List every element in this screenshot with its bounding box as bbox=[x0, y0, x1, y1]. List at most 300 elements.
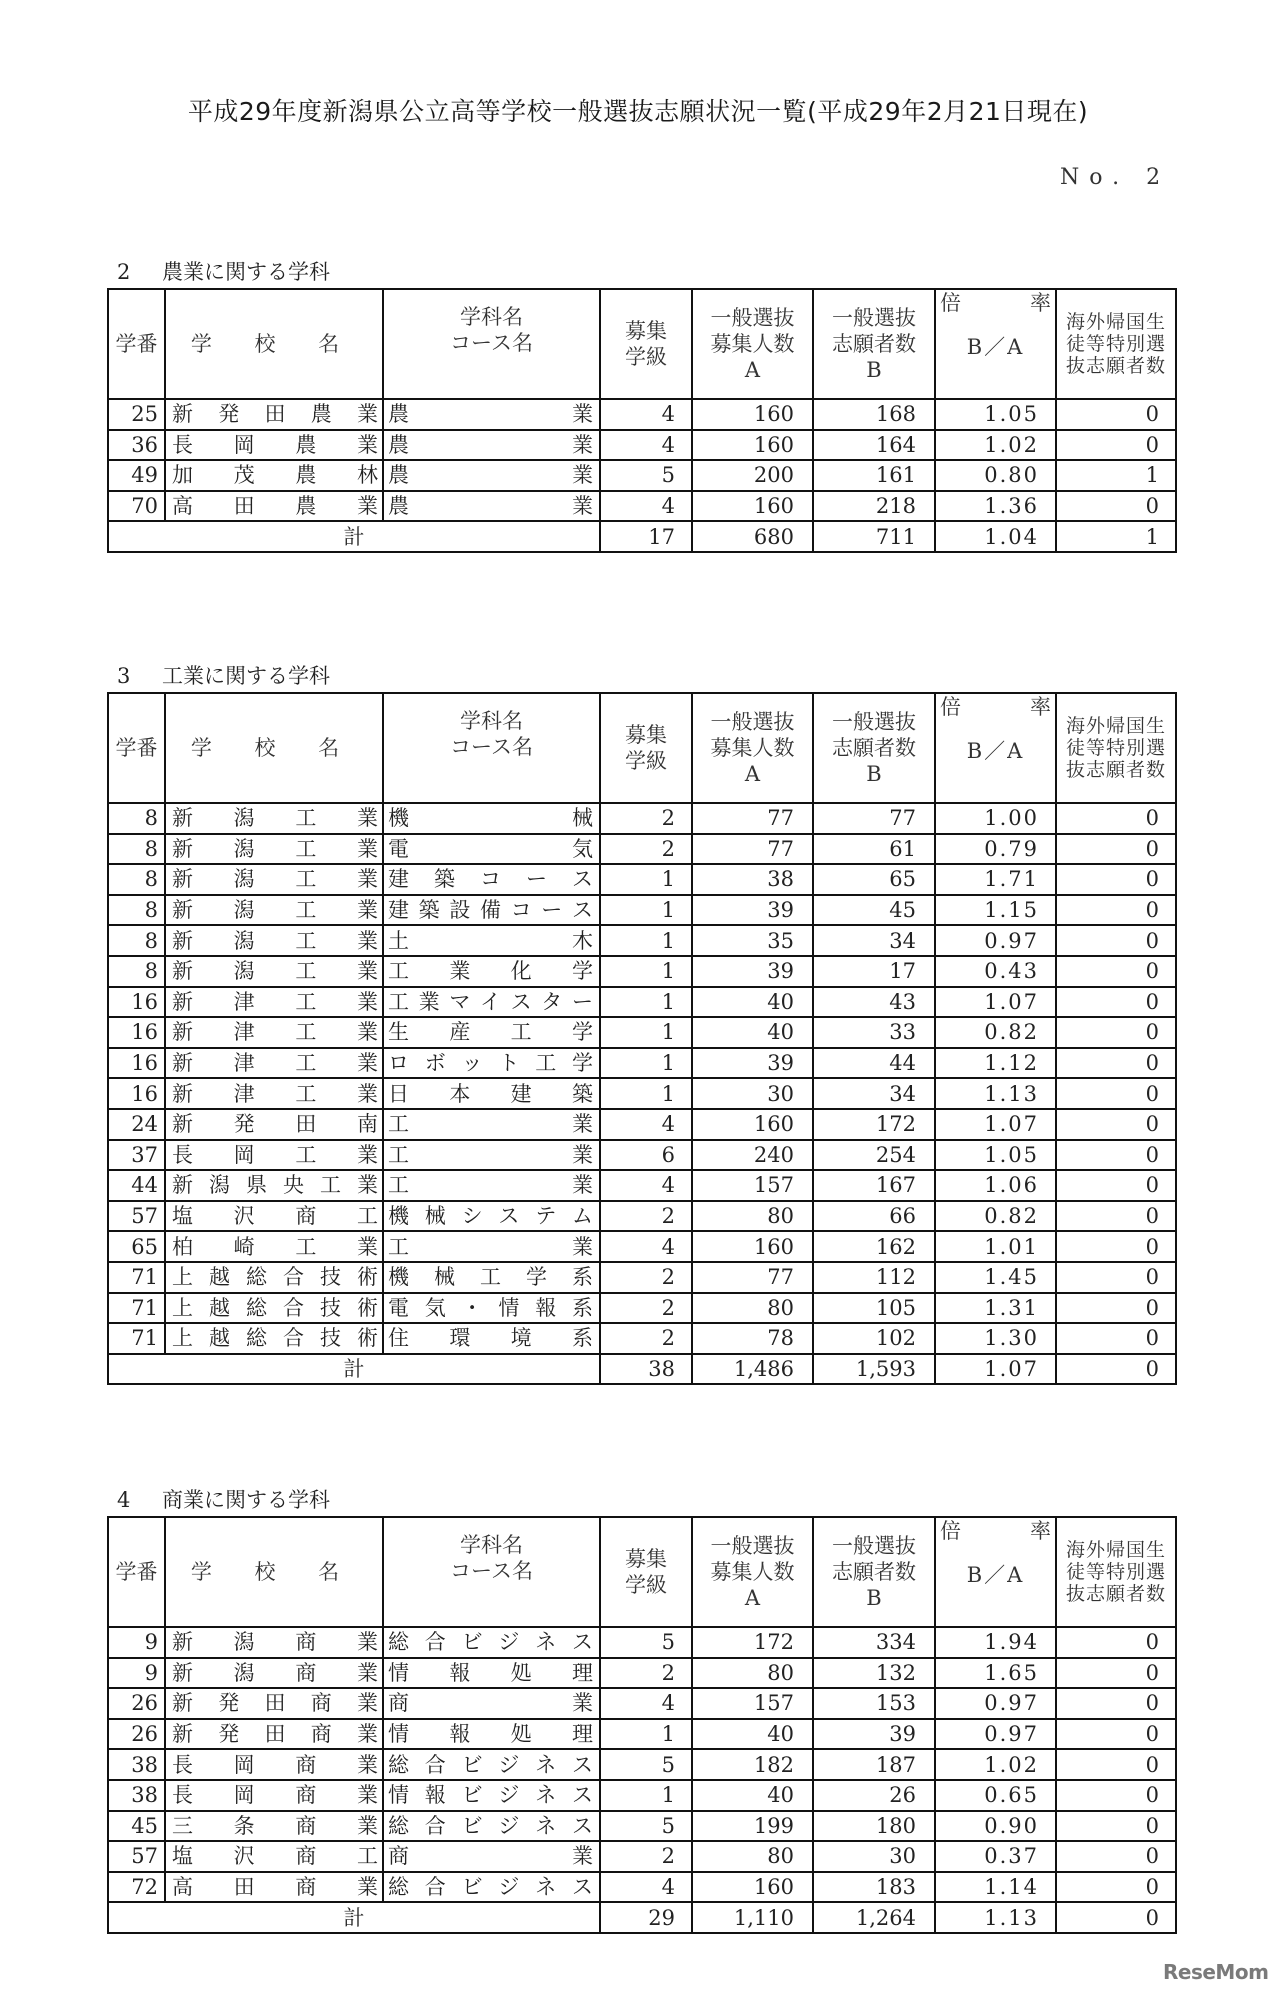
char: 報 bbox=[535, 1295, 557, 1320]
table-row bbox=[108, 925, 1176, 956]
ratio: 0.79 bbox=[935, 834, 1056, 865]
capacity-a: 157 bbox=[692, 1170, 813, 1201]
header-text: 一般選抜 bbox=[832, 306, 916, 330]
col-header-ratio bbox=[935, 693, 1056, 803]
col-header-applicants-b bbox=[813, 289, 935, 399]
char: ス bbox=[571, 1783, 593, 1808]
school-number: 9 bbox=[108, 1627, 165, 1658]
header-text: 一般選抜 bbox=[710, 1534, 795, 1558]
char: 高 bbox=[172, 1875, 193, 1900]
char: 津 bbox=[233, 1081, 255, 1106]
table-row bbox=[108, 987, 1176, 1018]
char: 潟 bbox=[233, 1660, 255, 1685]
char: ッ bbox=[461, 1051, 483, 1076]
col-header-returnee-applicants bbox=[1056, 1517, 1176, 1627]
char: 工 bbox=[535, 1051, 557, 1076]
char: 総 bbox=[388, 1813, 409, 1838]
char: 業 bbox=[356, 1020, 378, 1045]
char: 業 bbox=[418, 989, 440, 1014]
applicants-b: 187 bbox=[813, 1749, 935, 1780]
school-name bbox=[165, 1109, 383, 1140]
header-text: 募集人数 bbox=[710, 332, 795, 356]
school-number: 71 bbox=[108, 1293, 165, 1324]
school-number: 8 bbox=[108, 925, 165, 956]
capacity-a: 157 bbox=[692, 1688, 813, 1719]
char: 日 bbox=[388, 1081, 409, 1106]
capacity-a: 77 bbox=[692, 834, 813, 865]
char: 業 bbox=[449, 959, 471, 984]
section-industry bbox=[107, 662, 1166, 1385]
capacity-a: 200 bbox=[692, 460, 813, 491]
table-row bbox=[108, 1262, 1176, 1293]
header-text: 学 校 名 bbox=[190, 736, 358, 760]
spread-text bbox=[386, 492, 595, 520]
applicants-b: 105 bbox=[813, 1293, 935, 1324]
spread-text bbox=[386, 431, 595, 459]
char: 築 bbox=[434, 867, 455, 892]
char: 総 bbox=[246, 1326, 267, 1351]
header-text: 抜志願者数 bbox=[1065, 759, 1166, 781]
total-row bbox=[108, 1354, 1176, 1385]
capacity-a: 78 bbox=[692, 1323, 813, 1354]
school-name bbox=[165, 1170, 383, 1201]
total-capacity-a: 680 bbox=[692, 521, 813, 552]
char: 岡 bbox=[233, 1752, 255, 1777]
char: イ bbox=[479, 989, 501, 1014]
char: 術 bbox=[357, 1265, 378, 1290]
school-number: 36 bbox=[108, 430, 165, 461]
char: ビ bbox=[461, 1813, 483, 1838]
applicants-b: 183 bbox=[813, 1872, 935, 1903]
char: 潟 bbox=[233, 928, 255, 953]
char: 住 bbox=[388, 1326, 409, 1351]
char: 潟 bbox=[233, 1630, 255, 1655]
table-row bbox=[108, 1109, 1176, 1140]
school-number: 26 bbox=[108, 1688, 165, 1719]
char: 央 bbox=[283, 1173, 304, 1198]
returnee-applicants: 0 bbox=[1056, 987, 1176, 1018]
char: ト bbox=[498, 1051, 520, 1076]
char: 商 bbox=[388, 1691, 409, 1716]
char: 田 bbox=[233, 1875, 255, 1900]
spread-text bbox=[386, 1659, 595, 1687]
char: 業 bbox=[356, 928, 378, 953]
char: 新 bbox=[172, 989, 193, 1014]
char: 新 bbox=[172, 1660, 193, 1685]
total-returnee-applicants: 0 bbox=[1056, 1902, 1176, 1933]
char: 上 bbox=[172, 1265, 193, 1290]
char: 岡 bbox=[233, 432, 255, 457]
school-name bbox=[165, 1780, 383, 1811]
char: 県 bbox=[246, 1173, 267, 1198]
total-label: 計 bbox=[108, 1902, 600, 1933]
char: 業 bbox=[572, 1112, 593, 1137]
char: 業 bbox=[356, 1813, 378, 1838]
applicants-b: 39 bbox=[813, 1719, 935, 1750]
col-header-returnee-applicants bbox=[1056, 289, 1176, 399]
capacity-a: 160 bbox=[692, 399, 813, 430]
total-applicants-b: 1,593 bbox=[813, 1354, 935, 1385]
department-name bbox=[383, 1688, 600, 1719]
table-row bbox=[108, 1841, 1176, 1872]
department-name bbox=[383, 1170, 600, 1201]
capacity-a: 199 bbox=[692, 1811, 813, 1842]
capacity-a: 35 bbox=[692, 925, 813, 956]
table-row bbox=[108, 1780, 1176, 1811]
table-row bbox=[108, 1170, 1176, 1201]
returnee-applicants: 0 bbox=[1056, 1719, 1176, 1750]
spread-text bbox=[170, 1171, 380, 1199]
spread-text bbox=[386, 1049, 595, 1077]
char: 条 bbox=[233, 1813, 255, 1838]
char: 商 bbox=[295, 1813, 317, 1838]
char: 業 bbox=[572, 494, 593, 519]
applicants-b: 167 bbox=[813, 1170, 935, 1201]
char: 業 bbox=[357, 402, 378, 427]
char: コ bbox=[480, 867, 501, 892]
applicants-b: 112 bbox=[813, 1262, 935, 1293]
char: 業 bbox=[356, 1081, 378, 1106]
char: テ bbox=[535, 1204, 557, 1229]
char: 新 bbox=[172, 836, 193, 861]
applicants-b: 164 bbox=[813, 430, 935, 461]
char: 岡 bbox=[233, 1783, 255, 1808]
spread-text bbox=[170, 431, 380, 459]
char: 新 bbox=[172, 1081, 193, 1106]
spread-text bbox=[170, 1720, 380, 1748]
total-applicants-b: 1,264 bbox=[813, 1902, 935, 1933]
school-name bbox=[165, 1078, 383, 1109]
char: ム bbox=[571, 1204, 593, 1229]
char: 業 bbox=[356, 494, 378, 519]
char: 工 bbox=[388, 989, 409, 1014]
header-text: 学番 bbox=[115, 1560, 158, 1584]
char: 業 bbox=[356, 1875, 378, 1900]
char: 津 bbox=[233, 1051, 255, 1076]
capacity-a: 39 bbox=[692, 1048, 813, 1079]
table-row bbox=[108, 1658, 1176, 1689]
char: 農 bbox=[388, 463, 409, 488]
spread-text bbox=[386, 1294, 595, 1322]
spread-text bbox=[170, 1263, 380, 1291]
char: 業 bbox=[356, 1660, 378, 1685]
spread-text bbox=[170, 1781, 380, 1809]
char: 械 bbox=[424, 1204, 446, 1229]
applicants-b: 132 bbox=[813, 1658, 935, 1689]
char: 建 bbox=[510, 1081, 532, 1106]
spread-text bbox=[386, 1324, 595, 1352]
applicants-b: 34 bbox=[813, 1078, 935, 1109]
returnee-applicants: 0 bbox=[1056, 1231, 1176, 1262]
char: 工 bbox=[356, 1844, 378, 1869]
section-number: 2 bbox=[117, 260, 131, 284]
char: 工 bbox=[388, 959, 409, 984]
spread-text bbox=[386, 1018, 595, 1046]
spread-text bbox=[170, 1842, 380, 1870]
total-row bbox=[108, 1902, 1176, 1933]
spread-text bbox=[170, 896, 380, 924]
table-row bbox=[108, 1811, 1176, 1842]
char: 境 bbox=[510, 1326, 532, 1351]
school-name bbox=[165, 1017, 383, 1048]
header-text: 志願者数 bbox=[832, 736, 916, 760]
school-number: 37 bbox=[108, 1140, 165, 1171]
capacity-a: 77 bbox=[692, 803, 813, 834]
applicants-b: 161 bbox=[813, 460, 935, 491]
char: 総 bbox=[388, 1875, 409, 1900]
table-row bbox=[108, 460, 1176, 491]
char: 学 bbox=[526, 1265, 547, 1290]
char: 技 bbox=[320, 1265, 341, 1290]
char: 業 bbox=[572, 1234, 593, 1259]
spread-text bbox=[170, 1018, 380, 1046]
header-text: 海外帰国生 bbox=[1065, 1539, 1166, 1561]
returnee-applicants: 0 bbox=[1056, 491, 1176, 522]
char: 農 bbox=[388, 432, 409, 457]
char: 業 bbox=[356, 1142, 378, 1167]
char: 業 bbox=[572, 1142, 593, 1167]
spread-text bbox=[386, 1628, 595, 1656]
ratio-formula: B／A bbox=[966, 1563, 1025, 1587]
school-name bbox=[165, 460, 383, 491]
header-row bbox=[108, 1517, 1176, 1627]
ratio: 1.07 bbox=[935, 987, 1056, 1018]
school-number: 57 bbox=[108, 1841, 165, 1872]
col-header-department bbox=[383, 1517, 600, 1627]
header-text: 率 bbox=[1030, 1519, 1051, 1543]
char: 術 bbox=[357, 1326, 378, 1351]
char: 高 bbox=[172, 494, 193, 519]
classes: 2 bbox=[600, 1841, 692, 1872]
char: 電 bbox=[388, 836, 409, 861]
char: 業 bbox=[356, 1630, 378, 1655]
returnee-applicants: 0 bbox=[1056, 1078, 1176, 1109]
spread-text bbox=[170, 835, 380, 863]
school-number: 71 bbox=[108, 1323, 165, 1354]
char: 商 bbox=[295, 1630, 317, 1655]
char: 田 bbox=[264, 1722, 286, 1747]
department-name bbox=[383, 1109, 600, 1140]
char: 理 bbox=[571, 1660, 593, 1685]
char: ジ bbox=[498, 1875, 520, 1900]
col-header-department bbox=[383, 693, 600, 803]
char: ビ bbox=[461, 1630, 483, 1655]
school-name bbox=[165, 1841, 383, 1872]
char: 業 bbox=[572, 402, 593, 427]
header-text: 一般選抜 bbox=[832, 1534, 916, 1558]
department-name bbox=[383, 956, 600, 987]
school-name bbox=[165, 1048, 383, 1079]
school-name bbox=[165, 834, 383, 865]
school-number: 38 bbox=[108, 1749, 165, 1780]
department-name bbox=[383, 895, 600, 926]
char: 学 bbox=[571, 1051, 593, 1076]
school-number: 65 bbox=[108, 1231, 165, 1262]
char: 越 bbox=[209, 1265, 230, 1290]
char: 潟 bbox=[233, 959, 255, 984]
capacity-a: 30 bbox=[692, 1078, 813, 1109]
returnee-applicants: 0 bbox=[1056, 834, 1176, 865]
char: 処 bbox=[510, 1660, 532, 1685]
col-header-school-number bbox=[108, 1517, 165, 1627]
char: 上 bbox=[172, 1326, 193, 1351]
spread-text bbox=[386, 988, 595, 1016]
spread-text bbox=[386, 804, 595, 832]
header-text: A bbox=[744, 1586, 761, 1610]
section-agriculture bbox=[107, 258, 1166, 553]
school-number: 26 bbox=[108, 1719, 165, 1750]
char: 業 bbox=[356, 1051, 378, 1076]
classes: 2 bbox=[600, 803, 692, 834]
char: 工 bbox=[480, 1265, 501, 1290]
char: 農 bbox=[295, 494, 317, 519]
char: 商 bbox=[295, 1204, 317, 1229]
char: 業 bbox=[356, 989, 378, 1014]
char: 新 bbox=[172, 1630, 193, 1655]
school-number: 16 bbox=[108, 1078, 165, 1109]
char: 田 bbox=[295, 1112, 317, 1137]
classes: 1 bbox=[600, 895, 692, 926]
spread-text bbox=[170, 1049, 380, 1077]
col-header-school-name bbox=[165, 693, 383, 803]
school-name bbox=[165, 1811, 383, 1842]
char: 合 bbox=[283, 1295, 304, 1320]
spread-text bbox=[386, 1781, 595, 1809]
applicants-b: 66 bbox=[813, 1201, 935, 1232]
department-name bbox=[383, 1627, 600, 1658]
department-name bbox=[383, 430, 600, 461]
applicants-b: 61 bbox=[813, 834, 935, 865]
char: 備 bbox=[479, 898, 501, 923]
col-header-returnee-applicants bbox=[1056, 693, 1176, 803]
capacity-a: 39 bbox=[692, 956, 813, 987]
ratio: 1.12 bbox=[935, 1048, 1056, 1079]
spread-text bbox=[170, 957, 380, 985]
ratio: 1.36 bbox=[935, 491, 1056, 522]
char: 新 bbox=[172, 928, 193, 953]
returnee-applicants: 0 bbox=[1056, 1262, 1176, 1293]
char: 潟 bbox=[233, 867, 255, 892]
department-name bbox=[383, 987, 600, 1018]
char: 工 bbox=[295, 806, 317, 831]
ratio: 0.97 bbox=[935, 1719, 1056, 1750]
ratio: 1.31 bbox=[935, 1293, 1056, 1324]
capacity-a: 38 bbox=[692, 864, 813, 895]
capacity-a: 160 bbox=[692, 1109, 813, 1140]
col-header-ratio bbox=[935, 1517, 1056, 1627]
header-text: 学科名 bbox=[460, 305, 523, 329]
header-text: 学番 bbox=[115, 332, 158, 356]
header-text: A bbox=[744, 762, 761, 786]
ratio: 1.71 bbox=[935, 864, 1056, 895]
classes: 5 bbox=[600, 460, 692, 491]
char: 工 bbox=[356, 1204, 378, 1229]
header-text: B bbox=[866, 358, 882, 382]
char: ビ bbox=[461, 1783, 483, 1808]
department-name bbox=[383, 1841, 600, 1872]
char: 技 bbox=[320, 1326, 341, 1351]
char: 新 bbox=[172, 1691, 193, 1716]
char: 情 bbox=[388, 1783, 409, 1808]
classes: 5 bbox=[600, 1627, 692, 1658]
ratio-formula: B／A bbox=[966, 739, 1025, 763]
char: 学 bbox=[571, 1020, 593, 1045]
char: ロ bbox=[388, 1051, 409, 1076]
table-row bbox=[108, 1719, 1176, 1750]
header-text: 倍 bbox=[940, 695, 961, 719]
ratio: 0.80 bbox=[935, 460, 1056, 491]
school-name bbox=[165, 987, 383, 1018]
department-name bbox=[383, 864, 600, 895]
table-row bbox=[108, 1017, 1176, 1048]
char: 工 bbox=[295, 1081, 317, 1106]
returnee-applicants: 0 bbox=[1056, 1017, 1176, 1048]
ratio: 1.07 bbox=[935, 1109, 1056, 1140]
school-name bbox=[165, 956, 383, 987]
capacity-a: 40 bbox=[692, 1780, 813, 1811]
char: 田 bbox=[264, 1691, 286, 1716]
department-name bbox=[383, 925, 600, 956]
school-name bbox=[165, 1323, 383, 1354]
header-text: 一般選抜 bbox=[710, 710, 795, 734]
char: 報 bbox=[449, 1660, 471, 1685]
char: 業 bbox=[356, 1752, 378, 1777]
school-name bbox=[165, 1688, 383, 1719]
char: ス bbox=[572, 867, 593, 892]
char: 南 bbox=[356, 1112, 378, 1137]
section-title-text: 商業に関する学科 bbox=[162, 1488, 330, 1512]
spread-text bbox=[386, 896, 595, 924]
school-number: 71 bbox=[108, 1262, 165, 1293]
department-name bbox=[383, 1719, 600, 1750]
department-name bbox=[383, 1017, 600, 1048]
header-text: 一般選抜 bbox=[832, 710, 916, 734]
department-name bbox=[383, 399, 600, 430]
returnee-applicants: 0 bbox=[1056, 956, 1176, 987]
char: 業 bbox=[357, 1691, 378, 1716]
section-number: 3 bbox=[117, 664, 131, 688]
department-name bbox=[383, 1262, 600, 1293]
department-name bbox=[383, 1749, 600, 1780]
department-name bbox=[383, 1811, 600, 1842]
classes: 1 bbox=[600, 864, 692, 895]
total-ratio: 1.13 bbox=[935, 1902, 1056, 1933]
col-header-applicants-b bbox=[813, 693, 935, 803]
ratio: 0.37 bbox=[935, 1841, 1056, 1872]
char: 業 bbox=[356, 1783, 378, 1808]
col-header-capacity-a bbox=[692, 1517, 813, 1627]
returnee-applicants: 0 bbox=[1056, 1293, 1176, 1324]
ratio: 1.15 bbox=[935, 895, 1056, 926]
table-row bbox=[108, 834, 1176, 865]
classes: 4 bbox=[600, 1231, 692, 1262]
capacity-a: 80 bbox=[692, 1293, 813, 1324]
header-text: コース名 bbox=[450, 735, 533, 759]
header-text: 募集 bbox=[625, 1547, 667, 1571]
col-header-capacity-a bbox=[692, 693, 813, 803]
char: 塩 bbox=[172, 1844, 193, 1869]
char: 商 bbox=[295, 1783, 317, 1808]
applicants-b: 218 bbox=[813, 491, 935, 522]
returnee-applicants: 0 bbox=[1056, 1688, 1176, 1719]
school-number: 16 bbox=[108, 1048, 165, 1079]
classes: 4 bbox=[600, 1170, 692, 1201]
section-heading bbox=[117, 662, 1160, 690]
spread-text bbox=[170, 865, 380, 893]
char: 生 bbox=[388, 1020, 409, 1045]
classes: 1 bbox=[600, 1780, 692, 1811]
char: 茂 bbox=[233, 463, 255, 488]
